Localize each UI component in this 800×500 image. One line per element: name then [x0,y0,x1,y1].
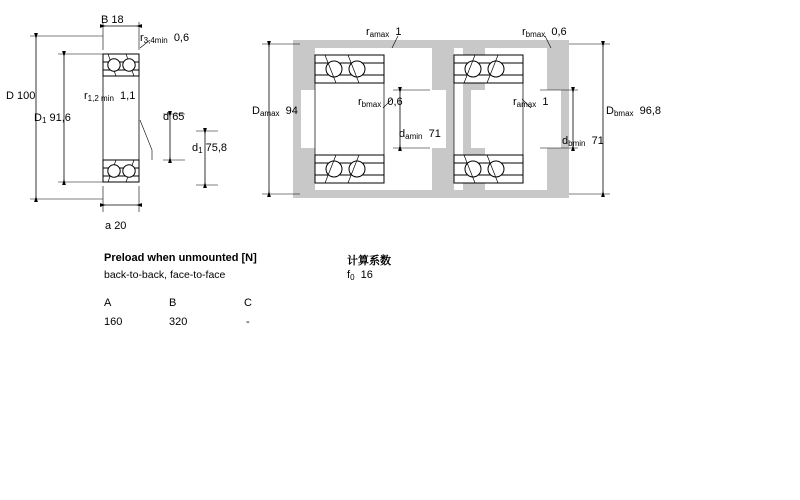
preload-value-b: 320 [169,316,188,328]
dim-label-r12min: $r_{1,2 min}$ 1,1 [84,90,136,103]
dim-label-d: d 65 [163,111,185,123]
dim-label-rbmax-mid: $r_{bmax}$ 0,6 [358,96,403,109]
factor-value: $f_0$ 16 [347,269,373,282]
preload-value-a: 160 [104,316,123,328]
dim-label-ramax-top: $r_{amax}$ 1 [366,26,402,39]
dim-label-a: a 20 [105,220,127,232]
dim-label-d1: $d_1$ 75,8 [192,142,228,155]
dim-label-D: D 100 [6,90,36,102]
dim-label-Damax: $D_{amax}$ 94 [252,105,298,118]
dim-label-dbmin: $d_{bmin}$ 71 [562,135,604,148]
dim-label-D1: $D_1$ 91,6 [34,112,71,125]
preload-column-a: A [104,297,112,309]
preload-title: Preload when unmounted [N] [104,252,257,264]
preload-value-c: - [246,316,250,328]
dim-label-Dbmax: $D_{bmax}$ 96,8 [606,105,662,118]
right-section-view [262,36,610,198]
dim-label-B: B 18 [101,14,124,26]
preload-column-c: C [244,297,252,309]
preload-column-b: B [169,297,177,309]
factor-title: 计算系数 [347,255,391,267]
dim-label-r34min: $r_{3,4min}$ 0,6 [140,32,190,45]
dim-label-rbmax-top: $r_{bmax}$ 0,6 [522,26,567,39]
dim-label-damin: $d_{amin}$ 71 [399,128,441,141]
dim-label-ramax-mid: $r_{amax}$ 1 [513,96,549,109]
preload-subtitle: back-to-back, face-to-face [104,269,226,281]
